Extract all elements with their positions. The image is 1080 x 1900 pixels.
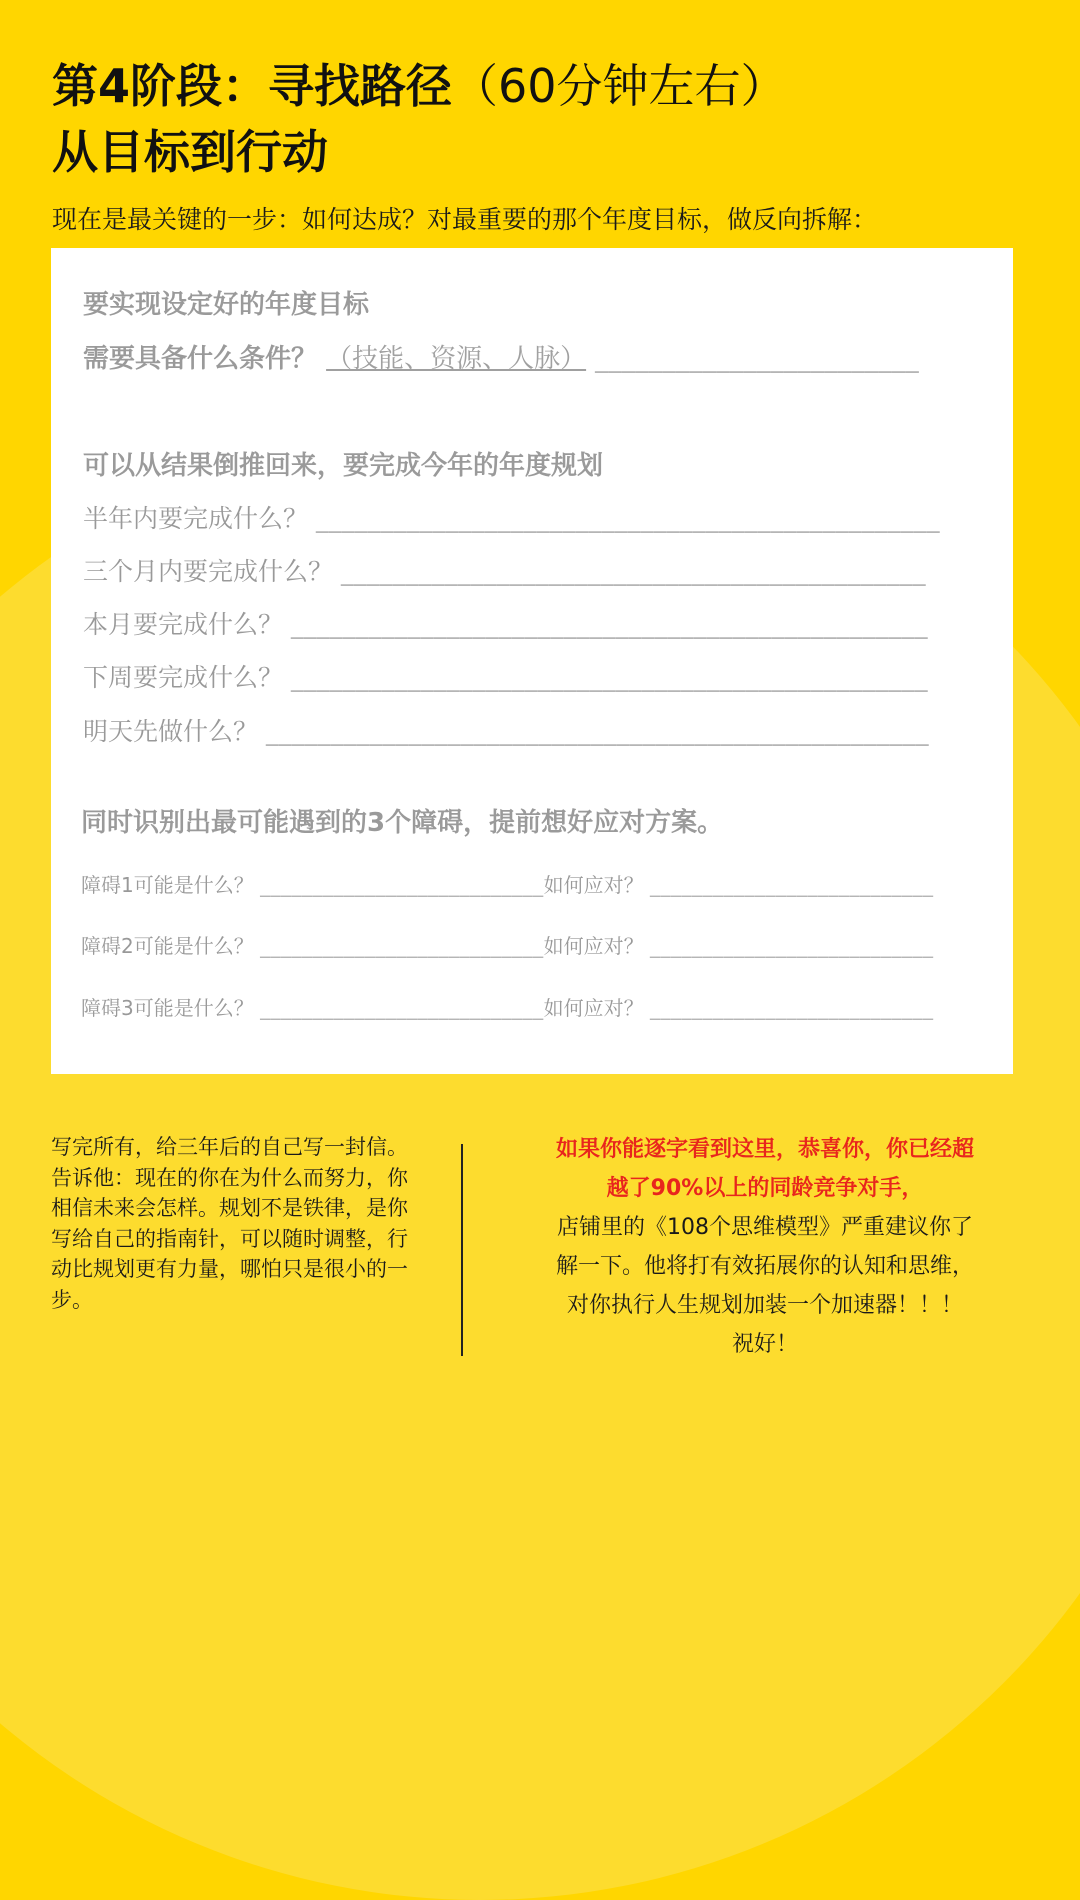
question-label: 明天先做什么？ (83, 717, 259, 746)
answer-blank[interactable]: ________________________________________________ (315, 504, 940, 533)
question-label: 下周要完成什么？ (83, 663, 284, 692)
worksheet-card (51, 248, 1013, 1074)
section1-line1: 要实现设定好的年度目标 (83, 290, 370, 320)
vertical-divider (461, 1144, 463, 1356)
question-label: 三个月内要完成什么？ (83, 557, 334, 586)
question-row (83, 499, 940, 539)
page-title (52, 56, 787, 116)
question-row (83, 605, 928, 645)
response-blank[interactable]: ___________________________ (649, 934, 934, 958)
response-blank[interactable]: ___________________________ (649, 996, 934, 1020)
title-duration: （60分钟左右） (452, 59, 787, 113)
promo-highlight-1: 如果你能逐字看到这里，恭喜你，你已经超 (555, 1137, 974, 1162)
answer-blank[interactable]: _________________________________________________ (290, 663, 928, 692)
answer-blank[interactable]: _____________________________________________ (340, 557, 926, 586)
question-row (83, 552, 926, 592)
obstacle-blank[interactable]: ___________________________ (260, 934, 544, 958)
section1-prompt: 需要具备什么条件？ (83, 344, 318, 374)
answer-blank[interactable]: ___________________________________________________ (265, 717, 929, 746)
promo-signoff: 祝好！ (731, 1332, 798, 1357)
question-row (83, 658, 928, 698)
promo-line-3: 对你执行人生规划加装一个加速器！！！ (566, 1293, 963, 1318)
question-label: 半年内要完成什么？ (83, 504, 309, 533)
response-label: 如何应对？ (543, 996, 644, 1020)
promo-note (500, 1130, 1030, 1364)
promo-line-2: 解一下。他将打有效拓展你的认知和思维， (555, 1254, 974, 1279)
answer-blank[interactable]: _________________________________________________ (290, 610, 928, 639)
promo-highlight-2: 越了90%以上的同龄竞争对手， (606, 1176, 924, 1201)
obstacle-label: 障碍1可能是什么？ (81, 873, 254, 897)
response-label: 如何应对？ (543, 873, 644, 897)
intro-text: 现在是最关键的一步：如何达成？对最重要的那个年度目标，做反向拆解： (52, 205, 878, 234)
letter-instruction: 写完所有，给三年后的自己写一封信。告诉他：现在的你在为什么而努力，你相信未来会怎样。规划不是铁律，是你写给自己的指南针，可以随时调整，行动比规划更有力量，哪怕只是很小的一步。 (51, 1135, 408, 1312)
response-label: 如何应对？ (543, 934, 644, 958)
obstacle-row (81, 926, 933, 966)
obstacle-row (81, 865, 933, 905)
title-stage: 第4阶段：寻找路径 (52, 59, 453, 113)
section3-heading: 同时识别出最可能遇到的3个障碍，提前想好应对方案。 (81, 808, 724, 838)
page-subtitle: 从目标到行动 (52, 125, 328, 179)
obstacle-blank[interactable]: ___________________________ (260, 996, 544, 1020)
section2-heading: 可以从结果倒推回来，要完成今年的年度规划 (83, 451, 604, 481)
question-label: 本月要完成什么？ (83, 610, 284, 639)
obstacle-blank[interactable]: ___________________________ (260, 873, 544, 897)
section1-blank[interactable]: ________________________ (595, 344, 920, 374)
obstacle-label: 障碍3可能是什么？ (81, 996, 254, 1020)
obstacle-row (81, 988, 933, 1028)
section1-hint: （技能、资源、人脉） (326, 344, 587, 374)
section1-line2 (83, 339, 919, 379)
response-blank[interactable]: ___________________________ (649, 873, 934, 897)
question-row (83, 712, 929, 752)
promo-line-1: 店铺里的《108个思维模型》严重建议你了 (557, 1215, 973, 1240)
obstacle-label: 障碍2可能是什么？ (81, 934, 254, 958)
